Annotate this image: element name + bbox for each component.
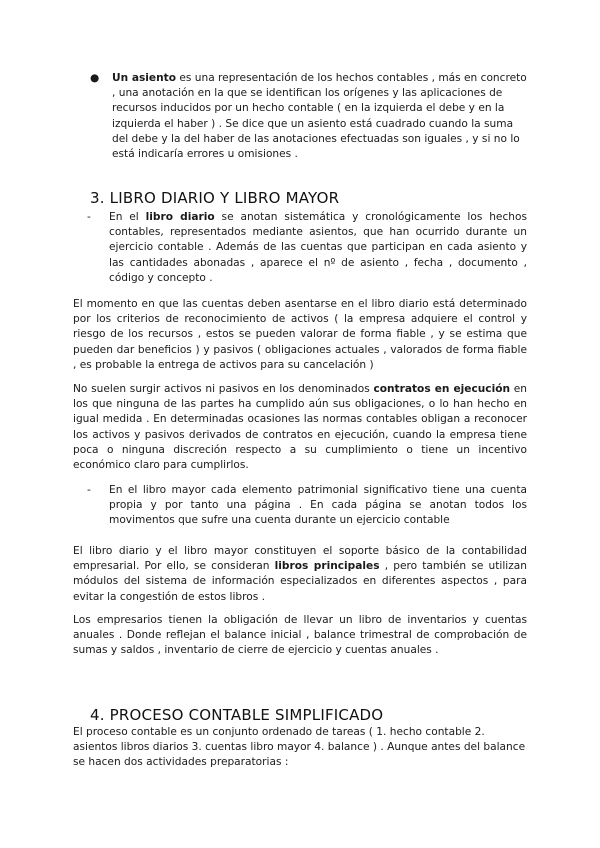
libro-diario-item [87,210,527,286]
libro-mayor-item [87,483,527,529]
asiento-term: Un asiento [112,72,176,84]
libro-diario-text: En el libro diario se anotan sistemática y cronológicamente los hechos contables, representados mediante asientos, que han ocurrido durante un ejercicio contable . Además de las cuentas que participan en cada asiento y las cantidades abonadas , aparece el nº de asiento , fecha , documento , código y concepto . [109,211,527,284]
asiento-text: es una representación de los hechos contables , más en concreto , una anotación en la que se identifican los orígenes y las aplicaciones de recursos inducidos por un hecho contable ( en la izquierda el debe y en la izquierda el haber ) . Se dice que un asiento está cuadrado cuando la suma del debe y la del haber de las anotaciones efectuadas son iguales , y si no lo está indicaría errores u omisiones . [112,72,527,161]
contratos-term: contratos en ejecución [373,383,511,395]
dash-marker: - [87,211,91,223]
paragraph-reconocimiento: El momento en que las cuentas deben asentarse en el libro diario está determinado por los criterios de reconocimiento de activos ( la empresa adquiere el control y riesgo de los recursos , estos se pueden valorar de forma fiable , y se estima que pueden dar beneficios ) y pasivos ( obligaciones actuales , valorados de forma fiable , es probable la entrega de activos para su cancelación ) [73,298,527,371]
paragraph-contratos-ejecucion: No suelen surgir activos ni pasivos en los denominados contratos en ejecución en los que ninguna de las partes ha cumplido aún sus obligaciones, o lo han hecho en igual medida . En determinadas ocasiones las normas contables obligan a reconocer los activos y pasivos derivados de contratos en ejecución, cuando la empresa tiene poca o ninguna discreción respecto a su cumplimiento o tiene un incentivo económico claro para cumplirlos. [73,383,527,472]
section-4-heading: 4. PROCESO CONTABLE SIMPLIFICADO [90,706,384,724]
libros-principales-term: libros principales [274,560,380,573]
libro-mayor-text: En el libro mayor cada elemento patrimonial significativo tiene una cuenta propia y por tanto una página . En cada página se anotan todos los movimentos que sufre una cuenta durante un ejercicio contable [109,484,527,527]
paragraph-proceso-contable: El proceso contable es un conjunto ordenado de tareas ( 1. hecho contable 2. asientos libros diarios 3. cuentas libro mayor 4. balance ) . Aunque antes del balance se hacen dos actividades preparatorias : [73,726,526,769]
libro-diario-term: libro diario [145,211,215,223]
dash-marker: - [87,484,91,496]
asiento-bullet-item [90,71,527,162]
paragraph-libros-principales: El libro diario y el libro mayor constituyen el soporte básico de la contabilidad empresarial. Por ello, se consideran libros principales , pero también se utilizan módulos del sistema de información especializados en diferentes aspectos , para evitar la congestión de estos libros . [73,545,527,603]
section-3-heading: 3. LIBRO DIARIO Y LIBRO MAYOR [90,189,340,207]
bullet-dot: ● [90,72,100,84]
paragraph-inventarios: Los empresarios tienen la obligación de llevar un libro de inventarios y cuentas anuales . Donde reflejan el balance inicial , balance trimestral de comprobación de sumas y saldos , inventario de cierre de ejercicio y cuentas anuales . [73,614,527,657]
asiento-definition [112,71,527,162]
